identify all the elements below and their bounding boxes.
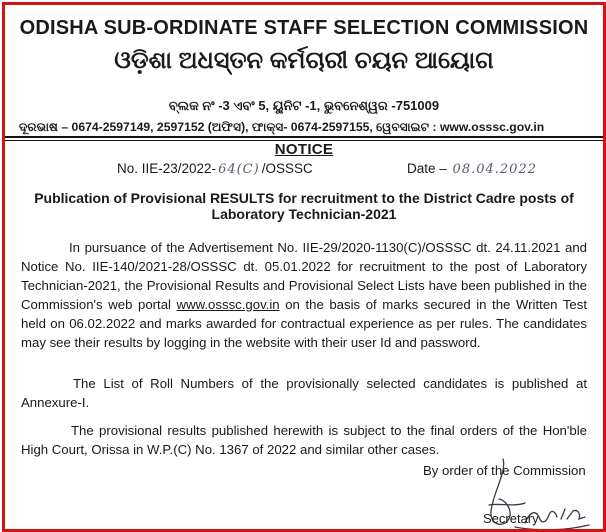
reference-number [117,161,313,177]
notice-title: NOTICE [274,141,334,158]
paragraph-court-order: The provisional results published herewith is subject to the final orders of the Hon'ble High Court, Orissa in W.P.(C) No. 1367 of 2022 and similar other cases. [21,423,587,457]
notice-document [2,2,606,532]
organization-contact: ଦୂରଭାଷ – 0674-2597149, 2597152 (ଅଫିସ), ଫାକ୍ସ- 0674-2597155, ୱେବସାଇଟ : www.osssc.gov.in [19,120,545,134]
header-divider [5,136,603,138]
website-link[interactable]: www.osssc.gov.in [176,297,280,312]
reference-suffix: /OSSSC [261,161,313,176]
notice-subject: Publication of Provisional RESULTS for recruitment to the District Cadre posts of Laboratory Technician-2021 [34,190,574,222]
organization-name-english: ODISHA SUB-ORDINATE STAFF SELECTION COMMISSION [19,17,589,39]
organization-address: ବ୍ଲକ ନଂ -3 ଏବଂ 5, ୟୁନିଟ -1, ଭୁବନେଶ୍ୱର -751009 [168,98,440,113]
paragraph-advertisement [21,238,587,352]
reference-prefix: No. IIE-23/2022- [117,161,217,176]
order-line: By order of the Commission [423,463,586,478]
date-label: Date – [407,161,447,176]
organization-name-odia: ଓଡ଼ିଶା ଅଧସ୍ତନ କର୍ମଚାରୀ ଚୟନ ଆୟୋଗ [114,47,494,74]
paragraph-annexure: The List of Roll Numbers of the provisionally selected candidates is published at Annexure-I. [21,376,587,410]
date-handwritten: 08.04.2022 [452,162,537,177]
reference-handwritten: 64(C) [218,162,260,177]
paragraph-advertisement-text: In pursuance of the Advertisement No. IIE-29/2020-1130(C)/OSSSC dt. 24.11.2021 and Notice No. IIE-140/2021-28/OSSSC dt. 05.01.2022 for recruitment to the post of Laboratory Technician-2021, the Provisional Results and Provisional Select Lists have been published in the Commission's web portal [21,240,587,312]
paragraph-advertisement-text-cont: on the basis of marks secured in the Written Test held on 06.02.2022 and marks awarded for contractual experience as per rules. The candidates may see their results by logging in the website with their user Id and password. [21,297,587,350]
signatory-title: Secretary [483,511,539,526]
notice-date [407,161,539,177]
